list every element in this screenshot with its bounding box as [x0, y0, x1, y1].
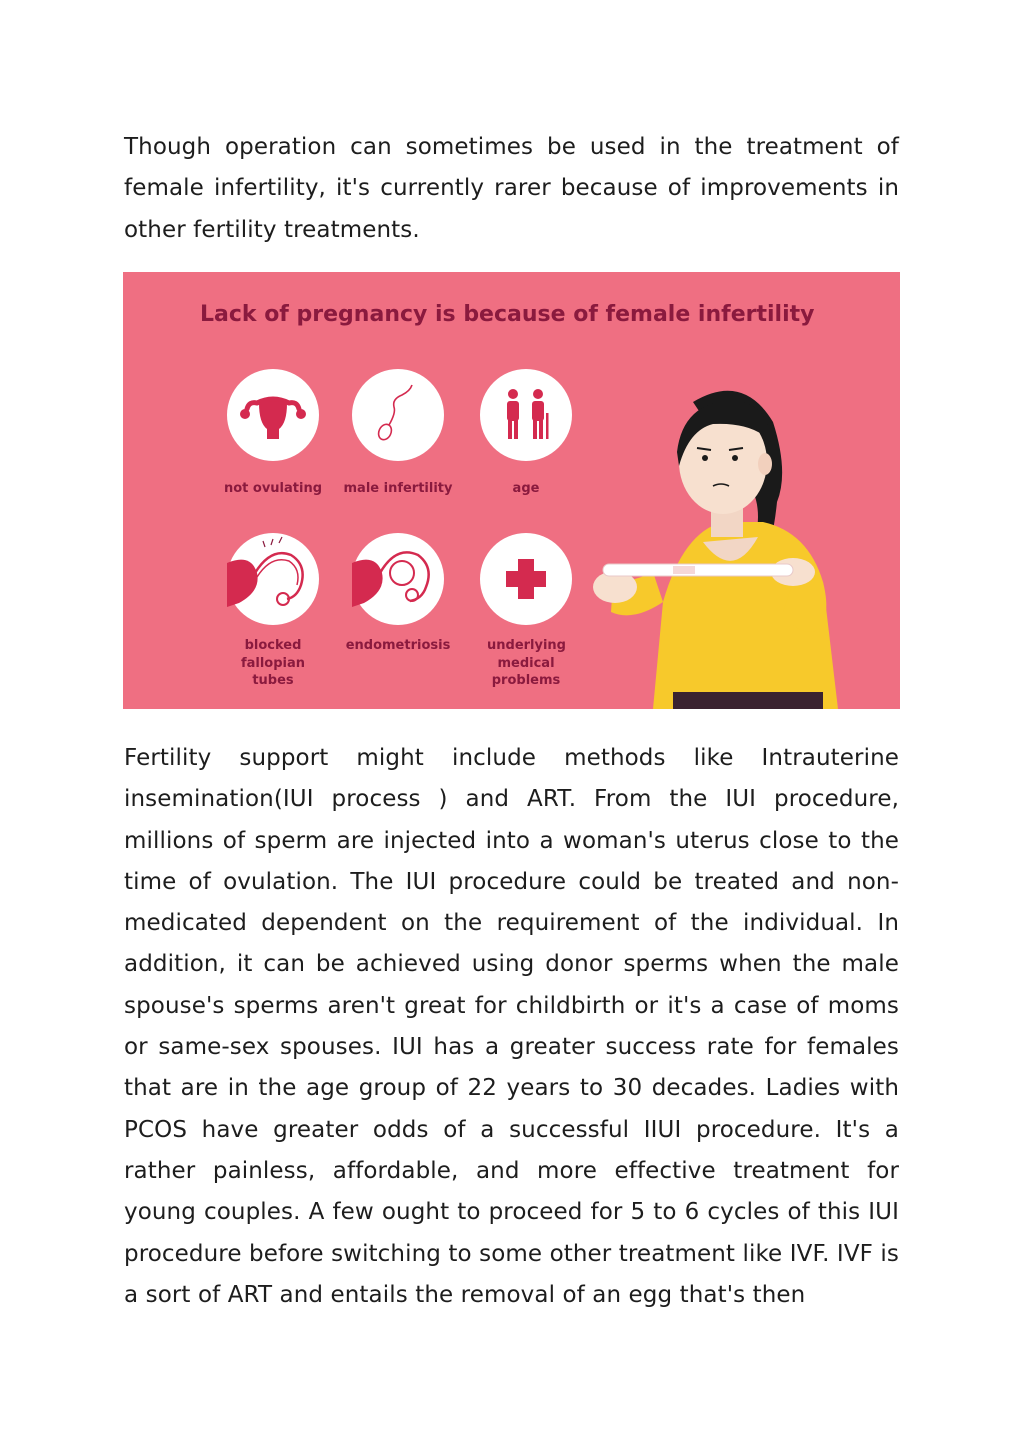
fallopian-tube-icon	[227, 533, 319, 625]
sperm-icon	[352, 369, 444, 461]
cause-label: endometriosis	[345, 638, 451, 653]
body-paragraph: Fertility support might include methods like Intrauterine insemination(IUI process ) and ART. From the IUI procedure, millions of sperm are injected into a woman's uterus close to the time of ovulation. The IUI procedure could be treated and non-medicated dependent on the requirement of the individual. In addition, it can be achieved using donor sperms when the male spouse's sperms aren't great for childbirth or it's a case of moms or same-sex spouses. IUI has a greater success rate for females that are in the age group of 22 years to 30 decades. Ladies with PCOS have greater odds of a successful IIUI procedure. It's a rather painless, affordable, and more effective treatment for young couples. A few ought to proceed for 5 to 6 cycles of this IUI procedure before switching to some other treatment like IVF. IVF is a sort of ART and entails the removal of an egg that's then	[124, 745, 899, 1308]
cause-label: not ovulating	[223, 481, 323, 496]
infographic-title: Lack of pregnancy is because of female infertility	[200, 302, 815, 327]
infographic	[123, 272, 900, 709]
elderly-couple-icon	[480, 369, 572, 461]
intro-paragraph: Though operation can sometimes be used in the treatment of female infertility, it's currently rarer because of improvements in other fertility treatments.	[124, 134, 899, 243]
cause-label: blocked fallopian tubes	[240, 638, 306, 688]
cause-label: age	[512, 481, 540, 496]
medical-cross-icon	[480, 533, 572, 625]
woman-with-pregnancy-test-illustration	[593, 382, 900, 709]
uterus-icon	[227, 369, 319, 461]
endometriosis-icon	[352, 533, 444, 625]
cause-label: underlying medical problems	[487, 638, 566, 688]
cause-label: male infertility	[343, 481, 453, 496]
